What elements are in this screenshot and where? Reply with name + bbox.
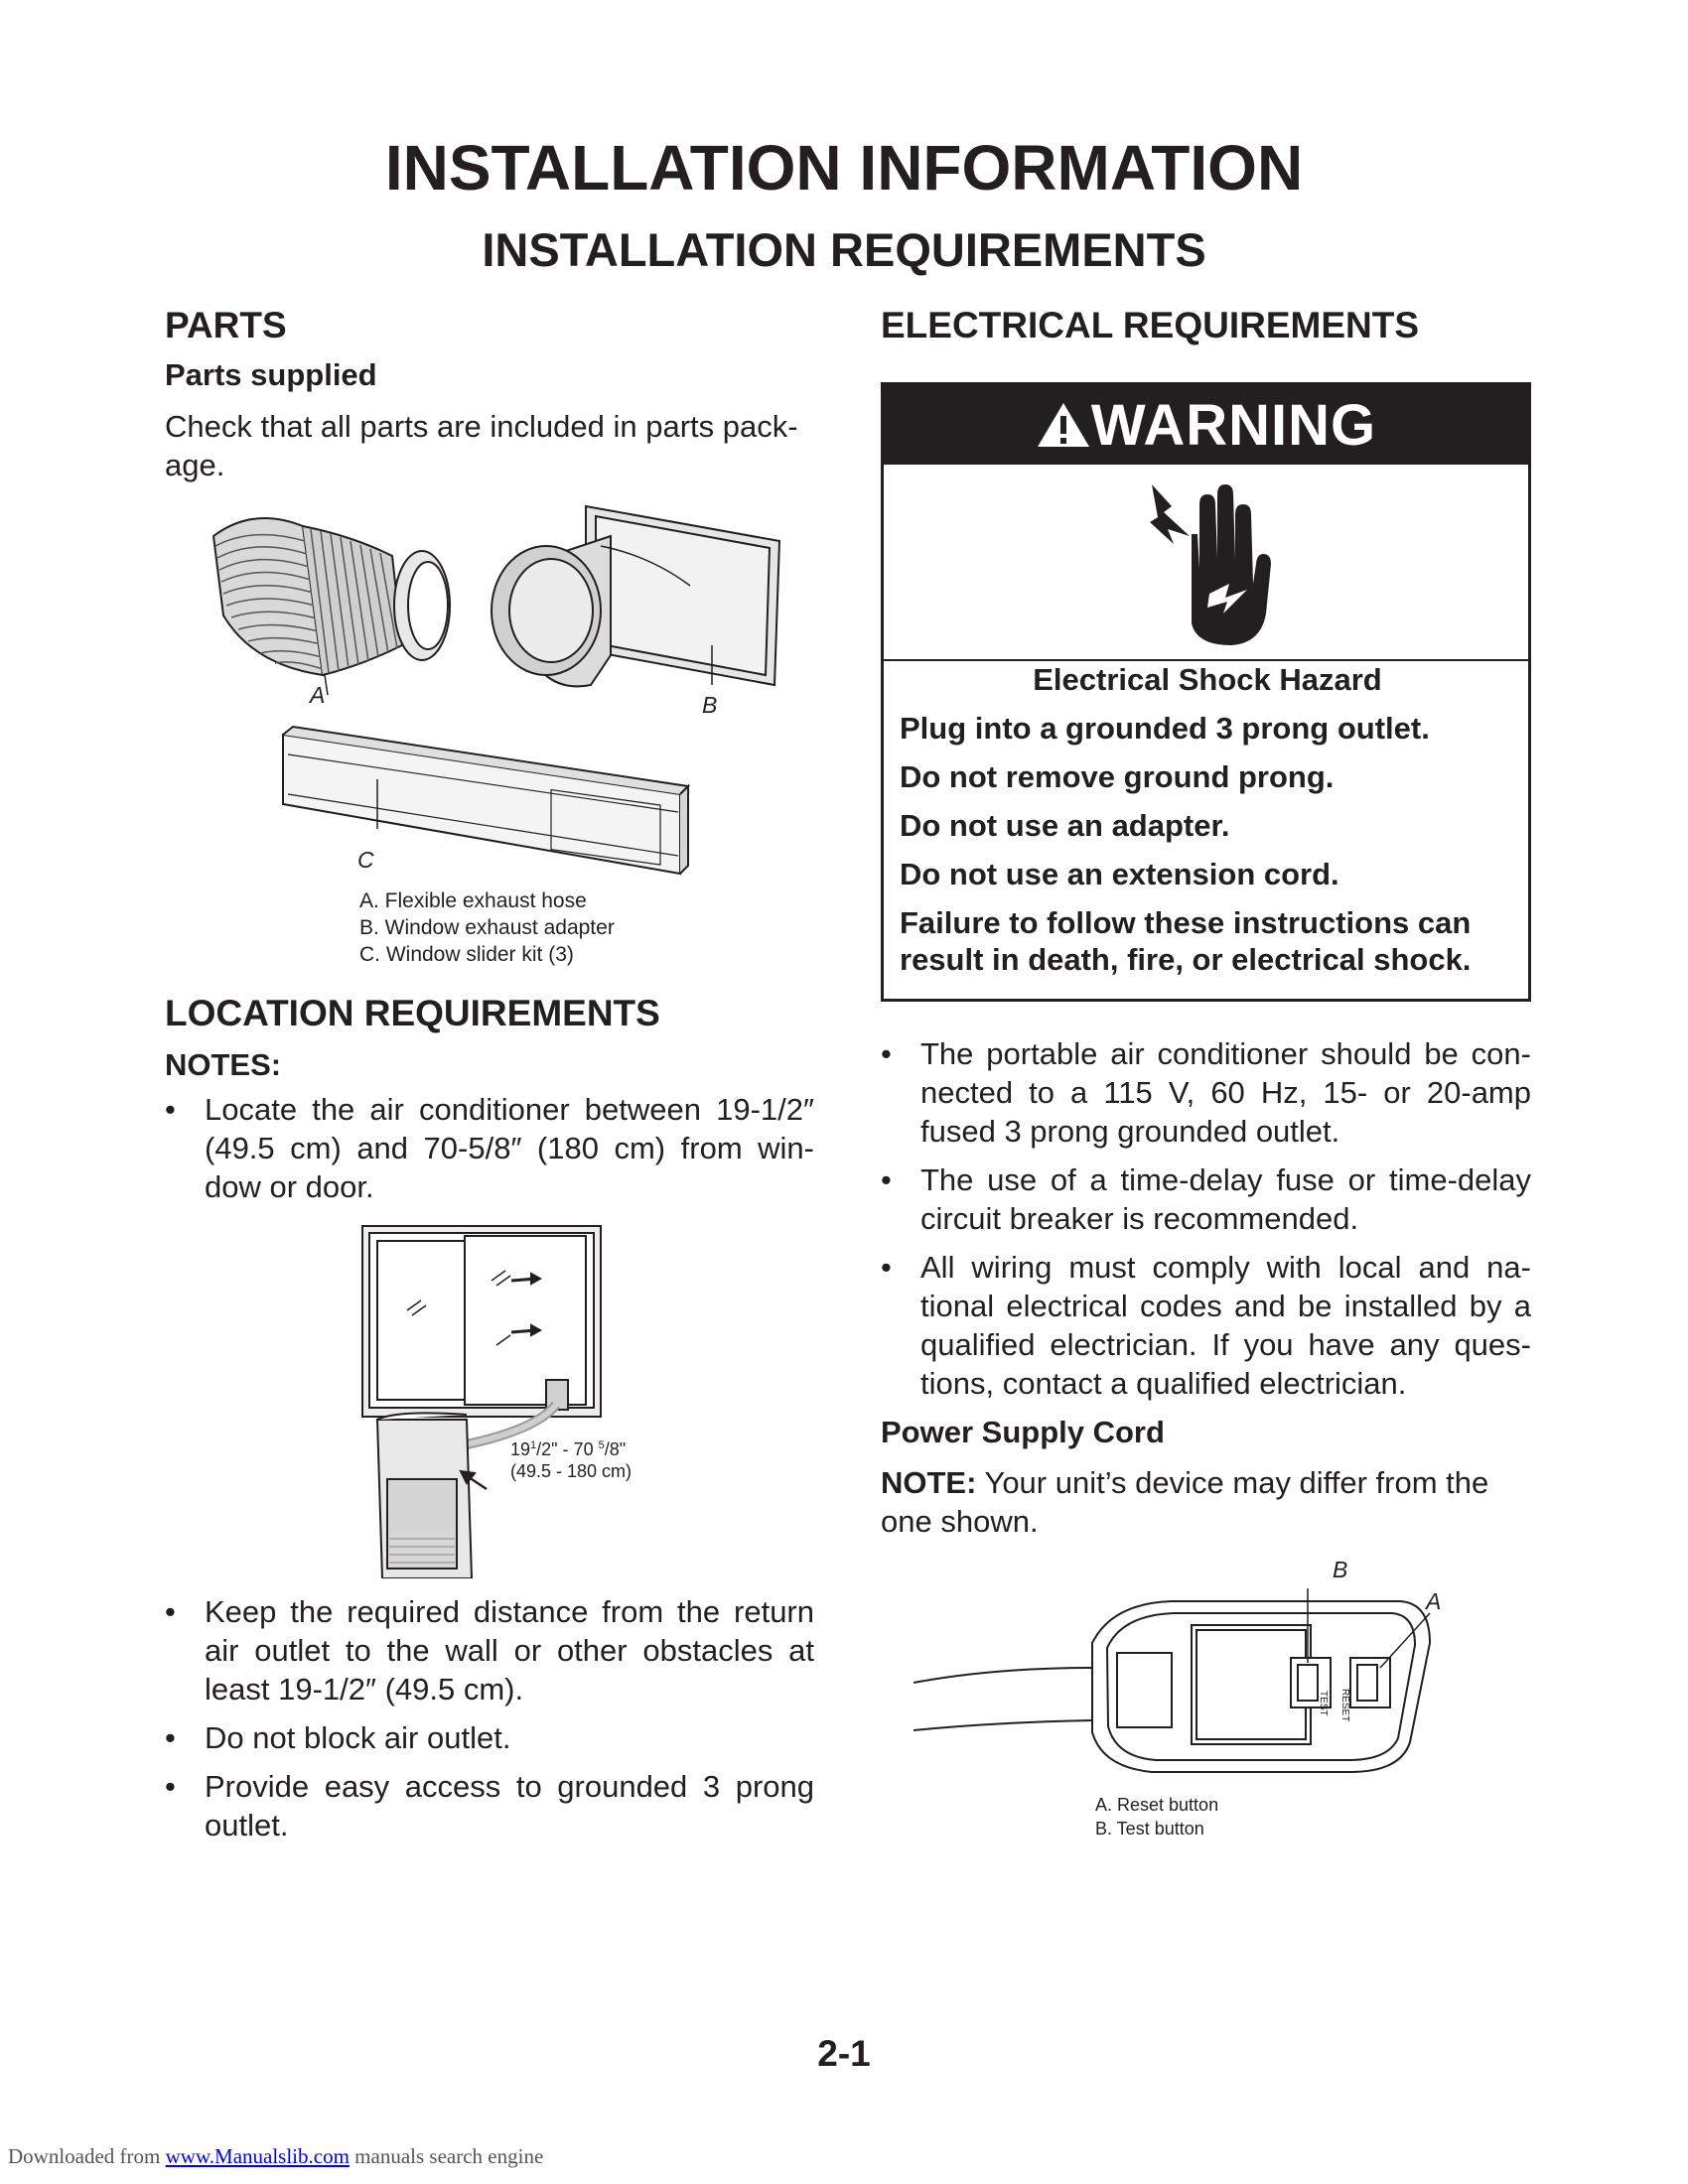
location-bullet: • Keep the required distance from the return air outlet to the wall or other obstacles at least 19-1/2″ (49.5 cm). (165, 1592, 814, 1708)
parts-text-line2: age. (165, 448, 225, 482)
window-adapter-drawing (492, 506, 779, 686)
warning-box (881, 382, 1531, 1002)
part-a-label: A (310, 682, 326, 708)
flexible-hose-drawing (213, 518, 450, 695)
parts-text-line1: Check that all parts are included in parts pack- (165, 409, 798, 444)
parts-supplied-subheading: Parts supplied (165, 357, 377, 392)
warning-line: Do not remove ground prong. (900, 759, 1335, 794)
hazard-title: Electrical Shock Hazard (1033, 662, 1382, 697)
parts-legend (359, 887, 615, 968)
electrical-heading: ELECTRICAL REQUIREMENTS (881, 305, 1420, 345)
power-cord-note (881, 1463, 1531, 1541)
part-b-label: B (702, 692, 718, 718)
plug-legend-item-b: B. Test button (1095, 1819, 1204, 1839)
distance-metric-label: (49.5 - 180 cm) (510, 1461, 633, 1481)
legend-item-c: C. Window slider kit (3) (359, 943, 574, 966)
electric-shock-hand-icon (1132, 475, 1281, 648)
electrical-bullet-list (881, 1034, 1531, 1403)
reset-button-label: RESET (1339, 1689, 1350, 1722)
warning-line: Plug into a grounded 3 prong outlet. (900, 711, 1430, 746)
warning-banner (884, 385, 1528, 465)
distance-callout (510, 1434, 632, 1482)
legend-item-b: B. Window exhaust adapter (359, 916, 615, 939)
location-bullet: • Locate the air conditioner between 19-1/2″ (49.5 cm) and 70-5/8″ (180 cm) from win-dow or door. (165, 1090, 814, 1206)
page-number: 2-1 (817, 2033, 871, 2074)
test-button-label: TEST (1318, 1691, 1329, 1716)
warning-triangle-icon (1036, 400, 1091, 450)
note-label: NOTE: (881, 1465, 977, 1500)
electrical-bullet: • The use of a time-delay fuse or time-delay circuit breaker is recommended. (881, 1160, 1531, 1238)
page-subtitle: INSTALLATION REQUIREMENTS (482, 223, 1206, 276)
manualslib-link[interactable]: www.Manualslib.com (165, 2144, 350, 2168)
legend-item-a: A. Flexible exhaust hose (359, 889, 587, 912)
window-slider-drawing (283, 727, 688, 874)
warning-line: Do not use an extension cord. (900, 857, 1339, 891)
notes-label: NOTES: (165, 1047, 282, 1082)
power-cord-heading: Power Supply Cord (881, 1415, 1165, 1449)
warning-line: Failure to follow these instructions can result in death, fire, or electrical shock. (900, 905, 1472, 977)
placement-illustration (357, 1221, 606, 1578)
electrical-bullet: • The portable air conditioner should be con-nected to a 115 V, 60 Hz, 15- or 20-amp fused 3 prong grounded outlet. (881, 1034, 1531, 1151)
location-heading: LOCATION REQUIREMENTS (165, 993, 660, 1033)
power-plug-illustration (914, 1564, 1509, 1792)
note-text: Your unit’s device may differ from the one shown. (881, 1465, 1489, 1539)
shock-hazard-symbol-area (884, 465, 1528, 661)
parts-illustration (194, 496, 809, 884)
part-c-label: C (357, 847, 374, 873)
location-bullet-list-2 (165, 1592, 814, 1844)
location-bullet-list-1 (165, 1090, 814, 1206)
footer (8, 2144, 543, 2169)
electrical-bullet: • All wiring must comply with local and na-tional electrical codes and be installed by a qualified electrician. If you have any ques-tions, contact a qualified electrician. (881, 1248, 1531, 1403)
location-bullet: • Do not block air outlet. (165, 1718, 814, 1757)
warning-word: WARNING (1090, 392, 1377, 458)
footer-suffix: manuals search engine (349, 2144, 544, 2168)
plug-b-label: B (1333, 1557, 1348, 1582)
parts-heading: PARTS (165, 305, 287, 345)
location-bullet: • Provide easy access to grounded 3 prong outlet. (165, 1767, 814, 1844)
plug-legend-item-a: A. Reset button (1095, 1795, 1219, 1815)
distance-range-label: $19^1/2$" - 70 $^5$/8" (510, 1439, 627, 1459)
plug-legend (1095, 1793, 1218, 1841)
plug-a-label: A (1426, 1588, 1442, 1614)
page-title: INSTALLATION INFORMATION (384, 132, 1304, 204)
warning-text (900, 661, 1515, 978)
footer-prefix: Downloaded from (8, 2144, 166, 2168)
warning-line: Do not use an adapter. (900, 808, 1230, 843)
